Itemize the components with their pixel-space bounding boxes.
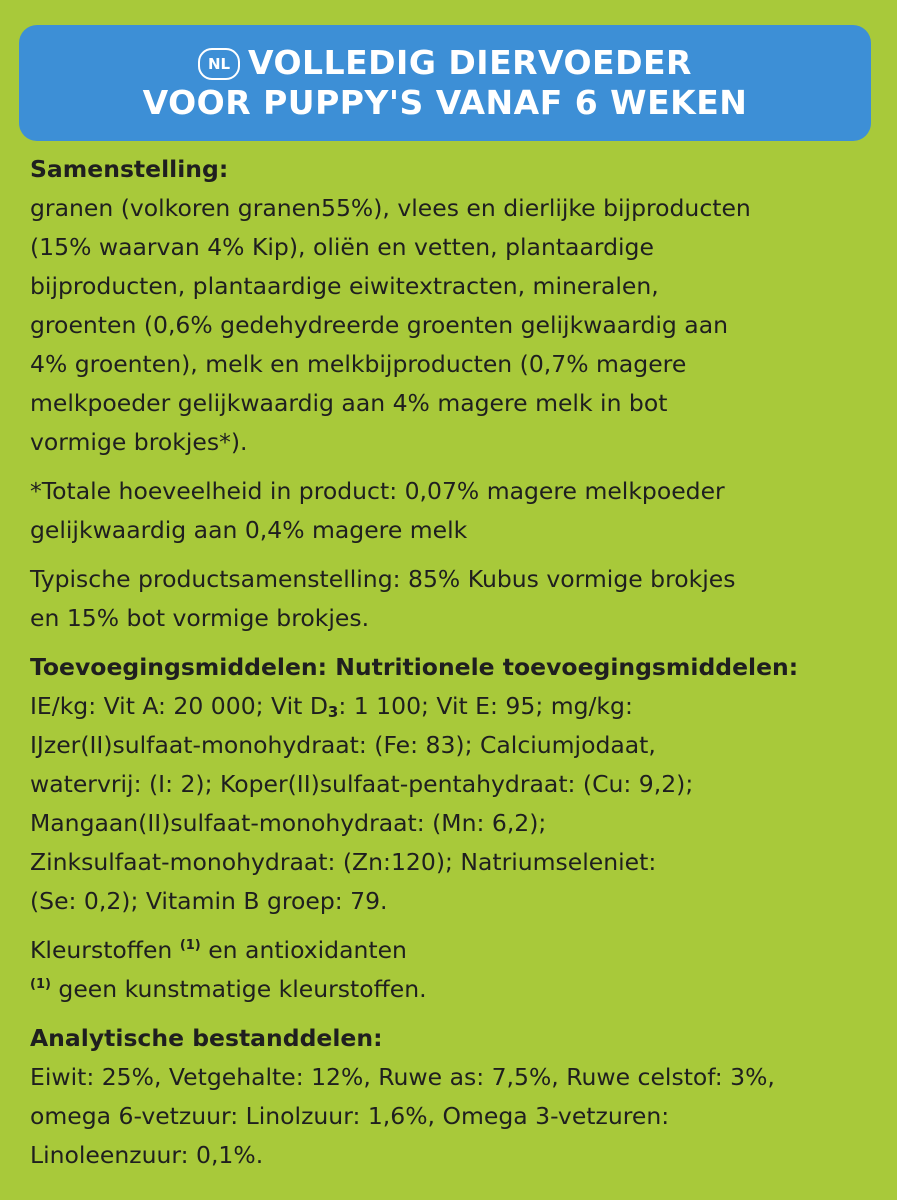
footnote-marker: (1) [30, 977, 51, 992]
analytisch-line: Linoleenzuur: 0,1%. [30, 1141, 264, 1169]
typisch-line: en 15% bot vormige brokjes. [30, 604, 370, 632]
footnote-marker: (1) [179, 938, 201, 953]
kleur-footnote-text: geen kunstmatige kleurstoffen. [50, 975, 427, 1003]
note-line: gelijkwaardig aan 0,4% magere melk [30, 516, 468, 544]
banner-line-2: VOOR PUPPY'S VANAF 6 WEKEN [142, 83, 748, 122]
toevoeging-line1-a: IE/kg: Vit A: 20 000; Vit D [30, 692, 328, 720]
label-content [30, 150, 870, 1175]
toevoeging-heading: Toevoegingsmiddelen: Nutritionele toevoegingsmiddelen: [30, 653, 799, 681]
typisch-line: Typische productsamenstelling: 85% Kubus vormige brokjes [30, 565, 736, 593]
nl-language-badge: NL [198, 48, 240, 80]
samenstelling-line: melkpoeder gelijkwaardig aan 4% magere melk in bot [30, 389, 668, 417]
samenstelling-heading: Samenstelling: [30, 155, 229, 183]
kleur-text-a: Kleurstoffen [30, 936, 180, 964]
toevoeging-line: IJzer(II)sulfaat-monohydraat: (Fe: 83); Calciumjodaat, [30, 731, 656, 759]
samenstelling-line: groenten (0,6% gedehydreerde groenten gelijkwaardig aan [30, 311, 728, 339]
kleur-footnote [30, 970, 870, 1009]
toevoeging-line: Zinksulfaat-monohydraat: (Zn:120); Natriumseleniet: [30, 848, 657, 876]
banner-line-1 [198, 43, 692, 83]
banner-title-1: VOLLEDIG DIERVOEDER [248, 43, 692, 82]
toevoeging-line1-b: : 1 100; Vit E: 95; mg/kg: [338, 692, 633, 720]
toevoeging-line: Mangaan(II)sulfaat-monohydraat: (Mn: 6,2); [30, 809, 547, 837]
samenstelling-line: vormige brokjes*). [30, 428, 248, 456]
toevoeging-line: watervrij: (I: 2); Koper(II)sulfaat-pentahydraat: (Cu: 9,2); [30, 770, 694, 798]
samenstelling-line: bijproducten, plantaardige eiwitextracten, mineralen, [30, 272, 659, 300]
note-line: *Totale hoeveelheid in product: 0,07% magere melkpoeder [30, 477, 725, 505]
samenstelling-line: granen (volkoren granen55%), vlees en dierlijke bijproducten [30, 194, 751, 222]
analytisch-line: omega 6-vetzuur: Linolzuur: 1,6%, Omega 3-vetzuren: [30, 1102, 670, 1130]
kleur-line [30, 931, 870, 970]
analytisch-heading: Analytische bestanddelen: [30, 1024, 383, 1052]
d3-subscript: 3 [327, 703, 339, 721]
samenstelling-line: 4% groenten), melk en melkbijproducten (0,7% magere [30, 350, 687, 378]
analytisch-line: Eiwit: 25%, Vetgehalte: 12%, Ruwe as: 7,5%, Ruwe celstof: 3%, [30, 1063, 775, 1091]
samenstelling-line: (15% waarvan 4% Kip), oliën en vetten, plantaardige [30, 233, 654, 261]
header-banner [19, 25, 871, 141]
toevoeging-line [30, 687, 870, 726]
toevoeging-line: (Se: 0,2); Vitamin B groep: 79. [30, 887, 388, 915]
kleur-text-b: en antioxidanten [200, 936, 407, 964]
